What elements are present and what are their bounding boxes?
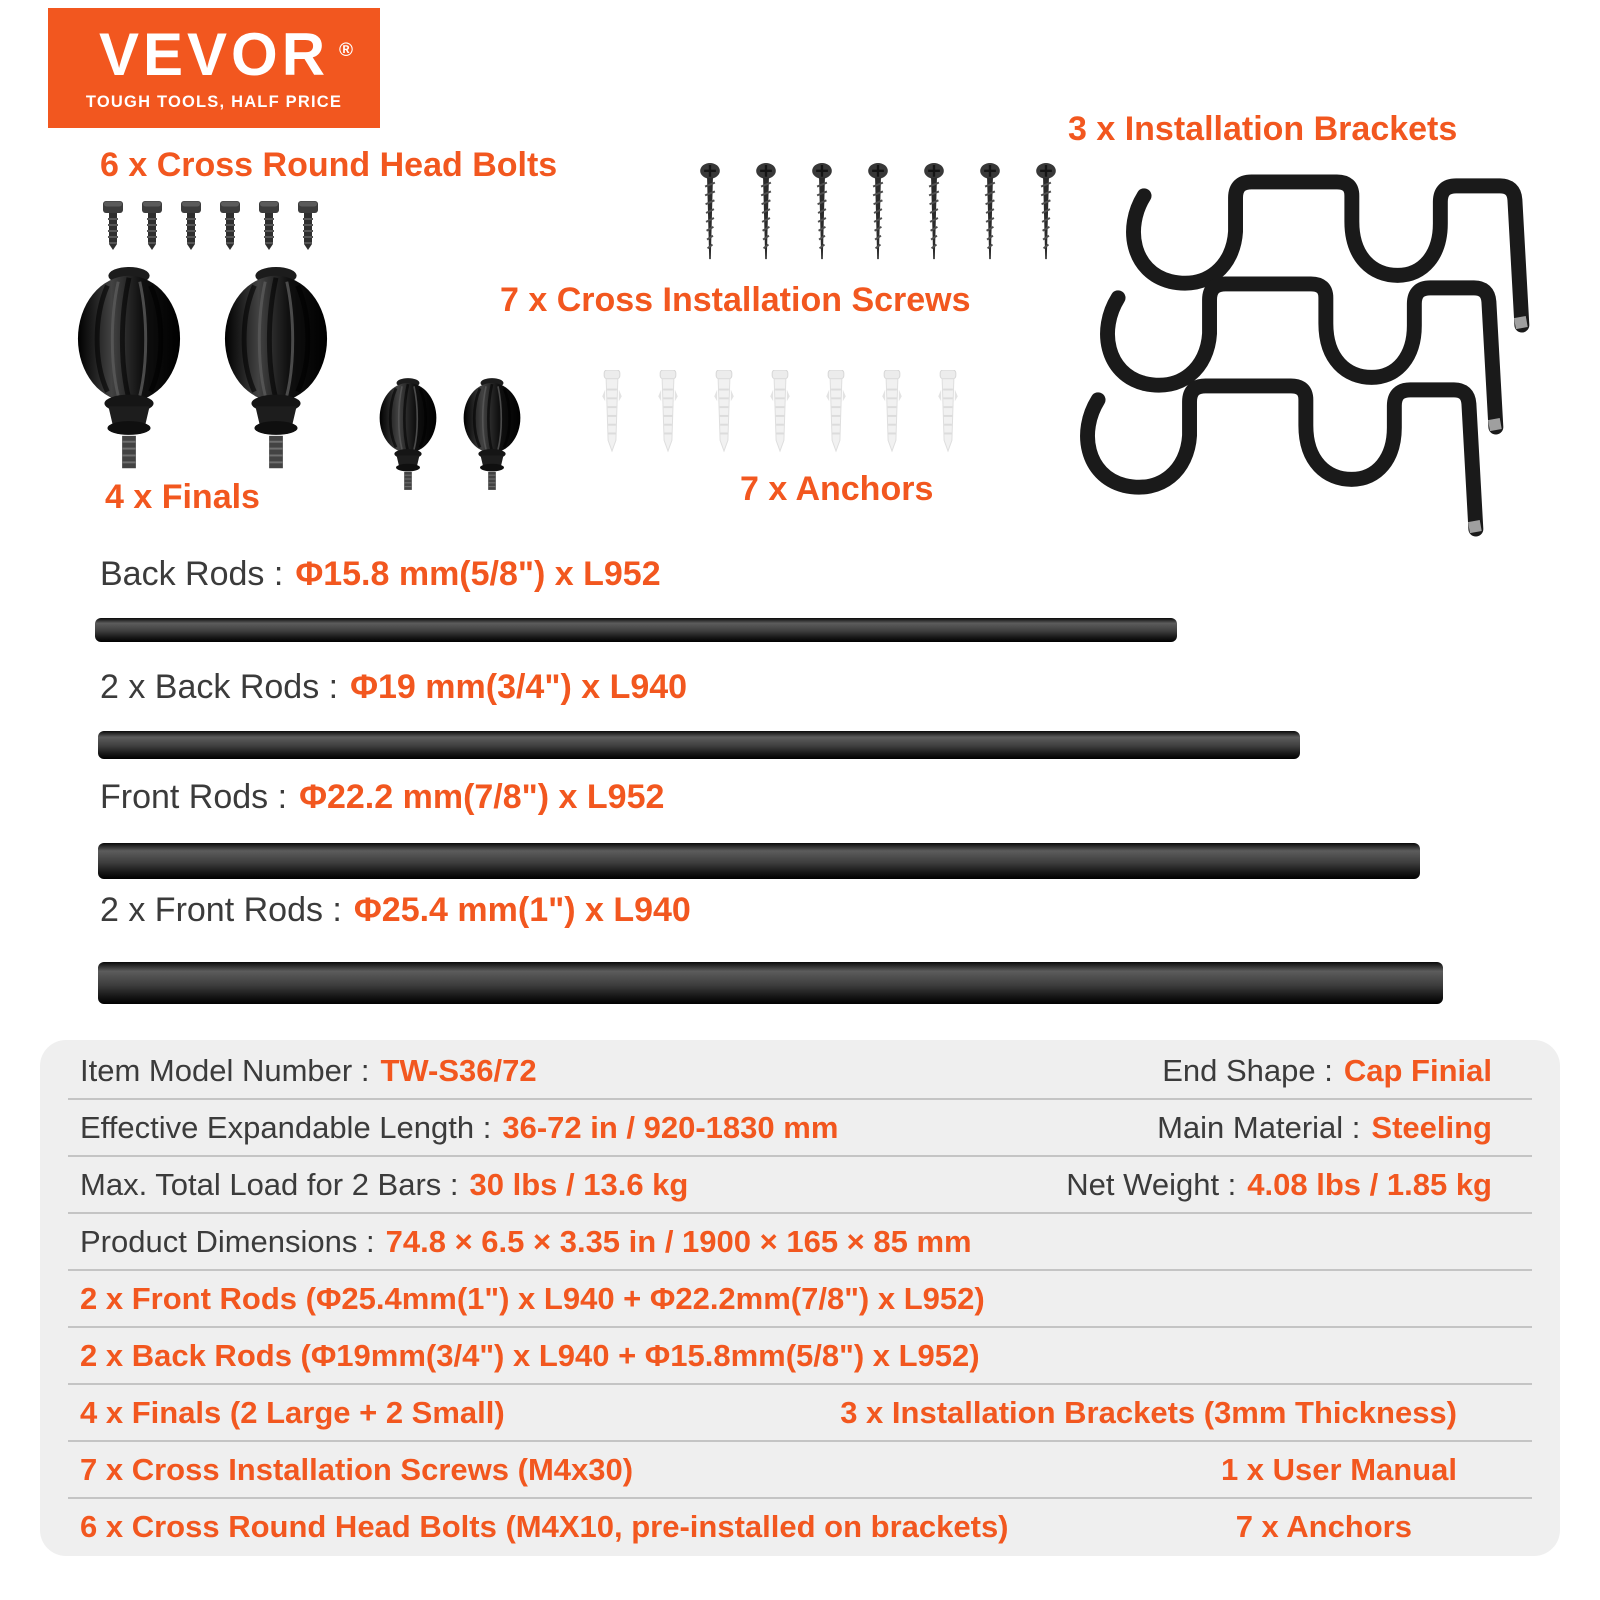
anchor-icon	[656, 370, 680, 454]
label-screws: 7 x Cross Installation Screws	[500, 281, 971, 319]
spec-row-finials-brackets: 4 x Finals (2 Large + 2 Small) 3 x Installation Brackets (3mm Thickness)	[68, 1385, 1532, 1442]
screw-icon	[921, 163, 947, 269]
rod-front	[98, 962, 1443, 1004]
spec-row-load: Max. Total Load for 2 Bars : 30 lbs / 13.6 kg Net Weight : 4.08 lbs / 1.85 kg	[68, 1157, 1532, 1214]
spec-row-front-rods: 2 x Front Rods (Φ25.4mm(1") x L940 + Φ22.2mm(7/8") x L952)	[68, 1271, 1532, 1328]
spec-row-screws-manual: 7 x Cross Installation Screws (M4x30) 1 x User Manual	[68, 1442, 1532, 1499]
bolt-icon	[139, 200, 165, 252]
logo-wordmark: VEVOR ®	[98, 20, 354, 88]
finial-small-icon	[462, 374, 522, 500]
anchor-icon	[768, 370, 792, 454]
bolt-icon	[295, 200, 321, 252]
anchor-icon	[824, 370, 848, 454]
bracket-icon	[1076, 370, 1486, 541]
spec-row-bolts-anchors: 6 x Cross Round Head Bolts (M4X10, pre-installed on brackets) 7 x Anchors	[80, 1508, 1412, 1544]
rod-front-thin	[98, 843, 1420, 879]
anchor-icon	[712, 370, 736, 454]
bolt-icon	[100, 200, 126, 252]
rod-caption-front: 2 x Front Rods : Φ25.4 mm(1") x L940	[100, 891, 691, 929]
rod-back-thin	[95, 618, 1177, 642]
registered-mark: ®	[339, 39, 354, 61]
anchor-icon	[600, 370, 624, 454]
screw-icon	[809, 163, 835, 269]
spec-row-dimensions: Product Dimensions : 74.8 × 6.5 × 3.35 in / 1900 × 165 × 85 mm	[68, 1214, 1532, 1271]
rod-caption-back-thin: Back Rods : Φ15.8 mm(5/8") x L952	[100, 555, 661, 593]
label-bolts: 6 x Cross Round Head Bolts	[100, 146, 558, 184]
vevor-logo	[48, 8, 380, 128]
screw-icon	[753, 163, 779, 269]
anchor-icon	[936, 370, 960, 454]
rod-caption-front-thin: Front Rods : Φ22.2 mm(7/8") x L952	[100, 778, 665, 816]
screw-icon	[697, 163, 723, 269]
bolt-icon	[256, 200, 282, 252]
rod-back	[98, 731, 1300, 759]
spec-row-model: Item Model Number : TW-S36/72 End Shape : Cap Finial	[68, 1043, 1532, 1100]
spec-row-length: Effective Expandable Length : 36-72 in / 920-1830 mm Main Material : Steeling	[68, 1100, 1532, 1157]
logo-tagline: TOUGH TOOLS, HALF PRICE	[85, 92, 343, 111]
finial-large-icon	[222, 260, 330, 486]
finial-large-icon	[75, 260, 183, 486]
anchor-icon	[880, 370, 904, 454]
screw-icon	[977, 163, 1003, 269]
bolt-icon	[217, 200, 243, 252]
label-finials: 4 x Finals	[105, 478, 260, 516]
finial-small-icon	[378, 374, 438, 500]
spec-panel	[40, 1040, 1560, 1556]
screw-icon	[865, 163, 891, 269]
spec-row-back-rods: 2 x Back Rods (Φ19mm(3/4") x L940 + Φ15.8mm(5/8") x L952)	[68, 1328, 1532, 1385]
rod-caption-back: 2 x Back Rods : Φ19 mm(3/4") x L940	[100, 668, 688, 706]
bolt-icon	[178, 200, 204, 252]
label-anchors: 7 x Anchors	[740, 470, 934, 508]
label-brackets: 3 x Installation Brackets	[1068, 110, 1458, 148]
screw-icon	[1033, 163, 1059, 269]
